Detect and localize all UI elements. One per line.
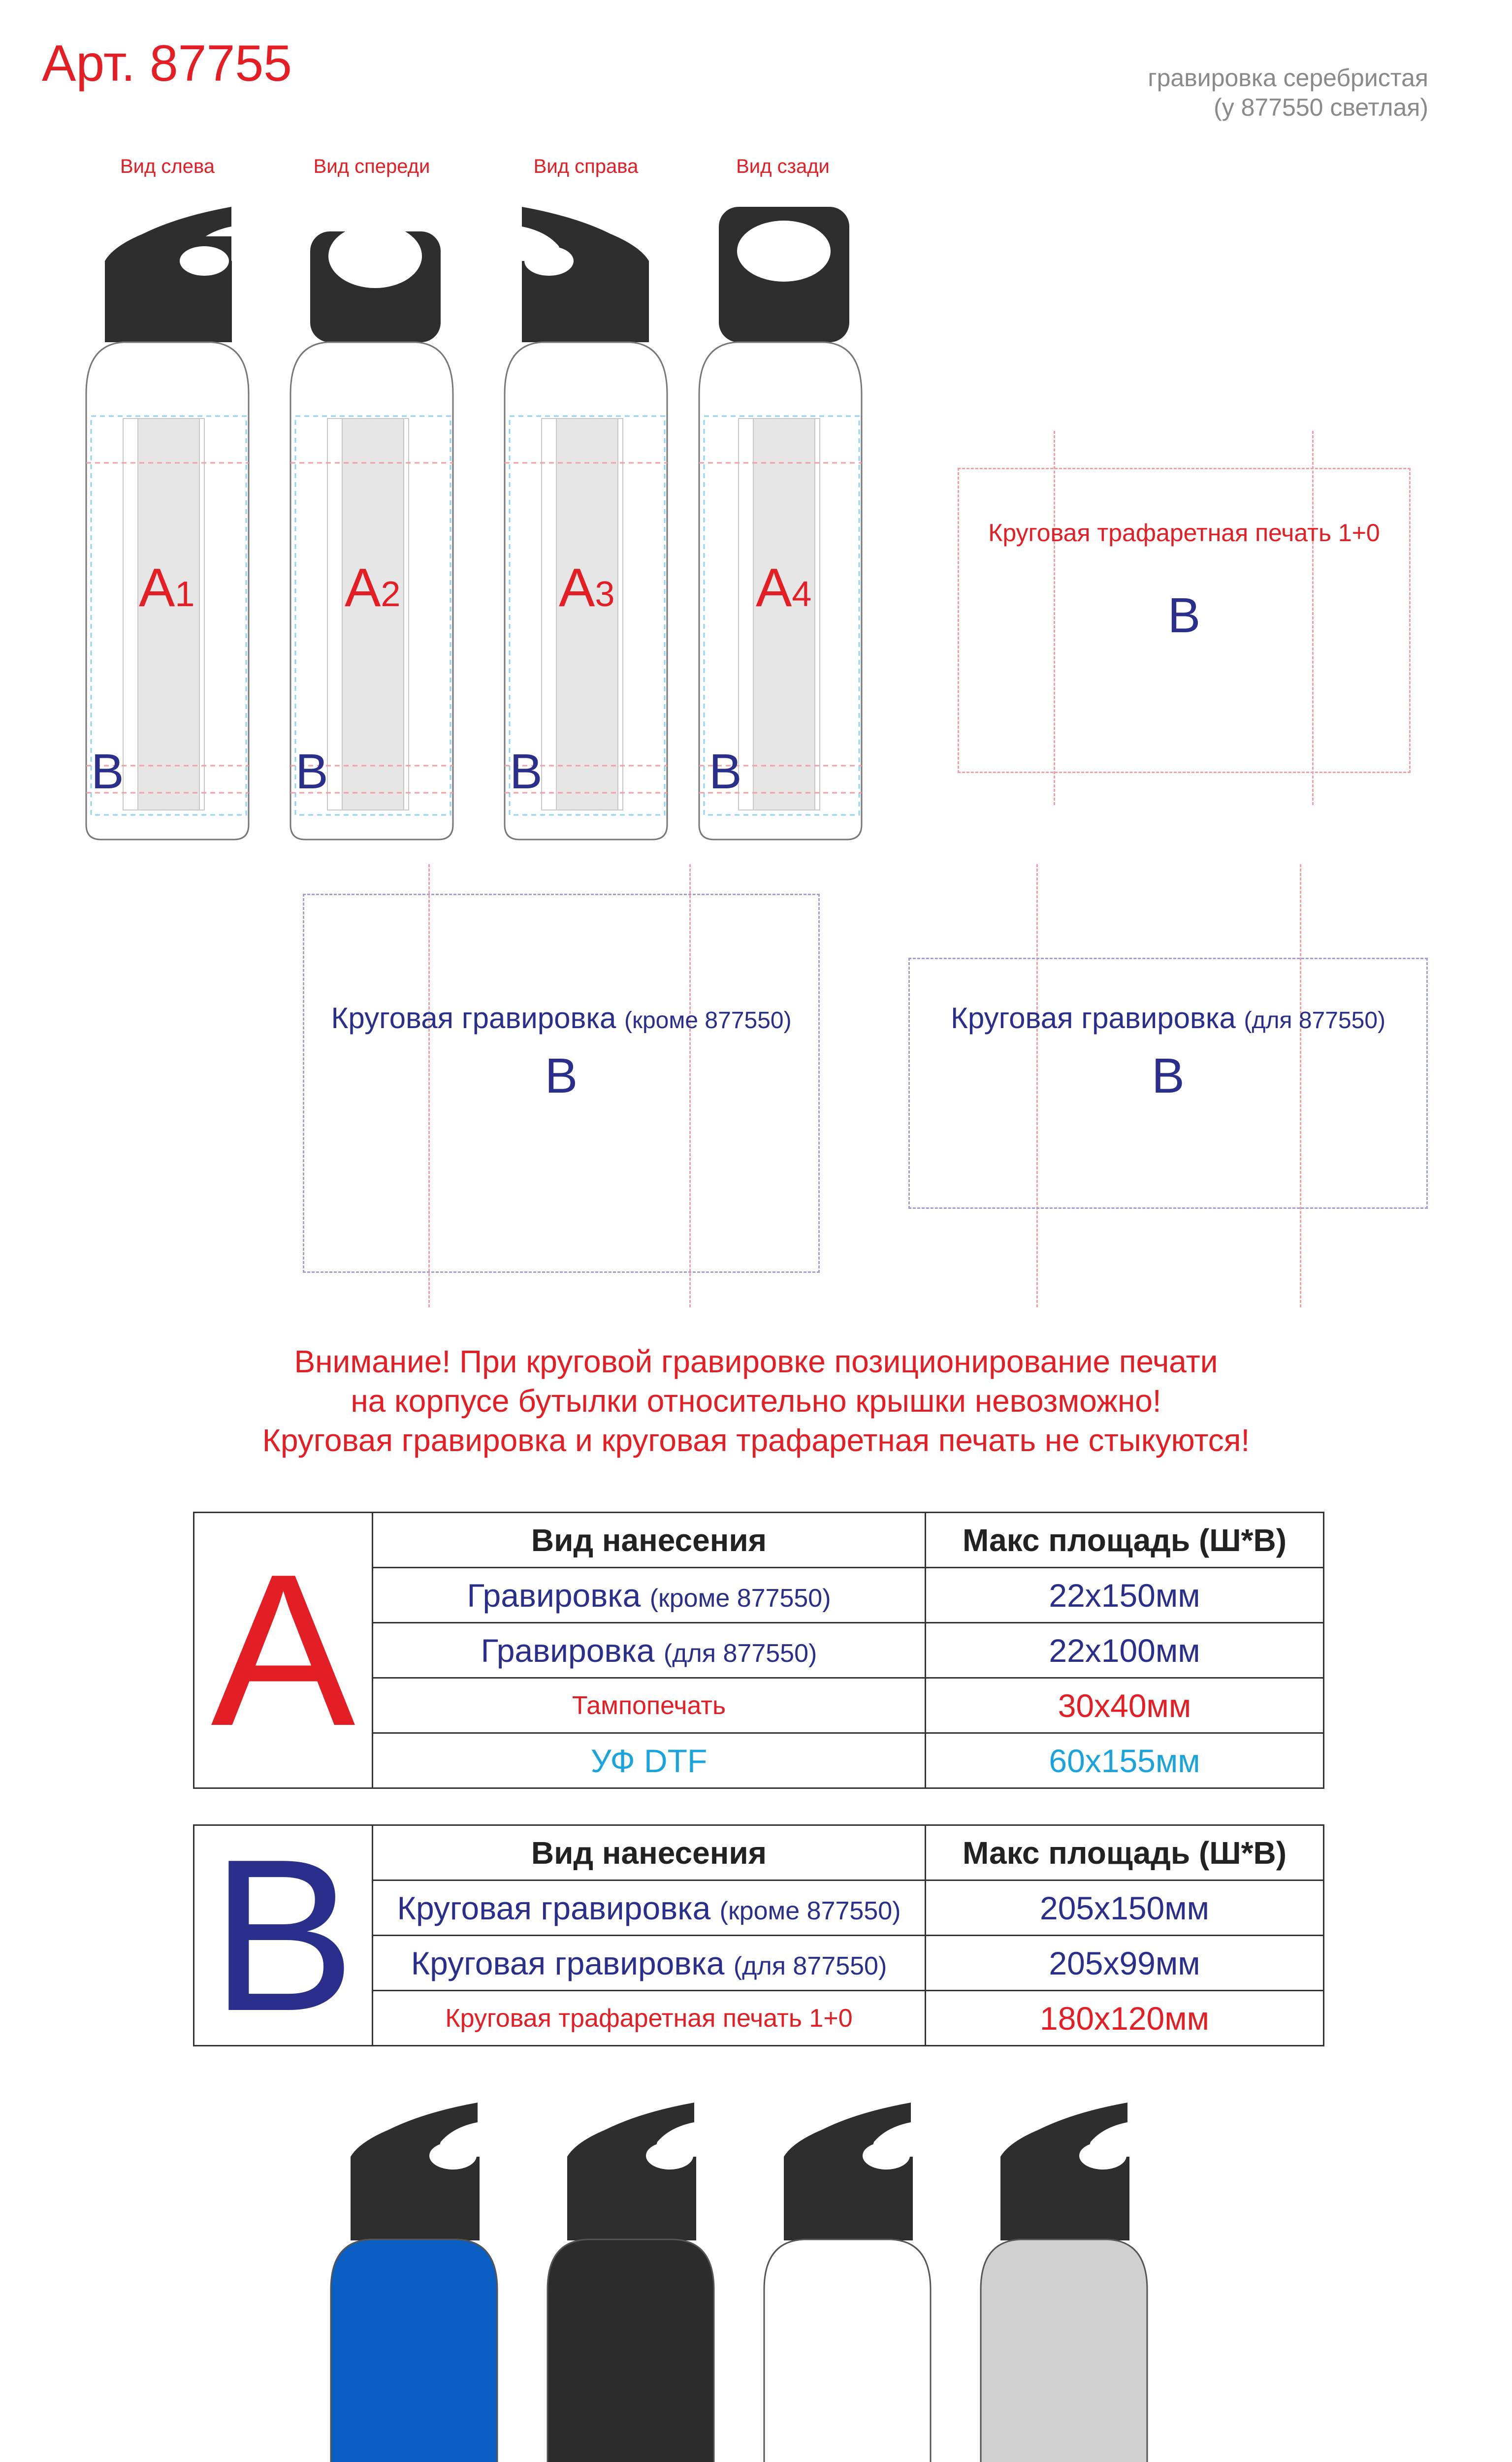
table-a-row4-size: 60х155мм <box>926 1733 1324 1788</box>
engraving-zone-except-b: B <box>545 1048 578 1103</box>
table-b-header-size: Макс площадь (Ш*В) <box>926 1825 1324 1880</box>
table-a-header-size: Макс площадь (Ш*В) <box>926 1513 1324 1568</box>
zone-a4-label: A4 <box>756 557 812 618</box>
table-b-letter: B <box>211 1814 355 2056</box>
engraving-zone-except <box>303 894 820 1273</box>
zone-b-label-right: B <box>510 744 543 799</box>
engraving-zone-for-label: Круговая гравировка (для 877550) <box>950 1002 1386 1035</box>
zone-a2-label: A2 <box>345 557 401 618</box>
table-a-letter: A <box>211 1529 355 1771</box>
table-b <box>193 1814 1324 2056</box>
bottle-black <box>547 2103 714 2462</box>
zone-b-label-back: B <box>709 744 742 799</box>
table-a-row3-method: Тампопечать <box>373 1678 926 1733</box>
zone-b-label-left: B <box>91 744 124 799</box>
view-front-label: Вид спереди <box>313 156 430 177</box>
screen-print-zone-b: B <box>1167 588 1201 643</box>
warning-line3: Круговая гравировка и круговая трафаретная печать не стыкуются! <box>262 1423 1250 1458</box>
table-b-row1-size: 205х150мм <box>926 1880 1324 1936</box>
screen-print-zone <box>958 468 1411 773</box>
table-a-row2-method: Гравировка (для 877550) <box>373 1623 926 1678</box>
table-b-row2-size: 205х99мм <box>926 1936 1324 1991</box>
view-back-label: Вид сзади <box>736 156 830 177</box>
engraving-zone-for-b: B <box>1152 1048 1185 1103</box>
table-a <box>193 1512 1324 1789</box>
table-b-row3-size: 180х120мм <box>926 1991 1324 2046</box>
zone-a3-label: A3 <box>559 557 615 618</box>
bottle-blue <box>331 2103 497 2462</box>
engraving-zone-for <box>908 958 1428 1209</box>
table-b-row2-method: Круговая гравировка (для 877550) <box>373 1936 926 1991</box>
table-a-letter-cell <box>194 1513 373 1788</box>
article-title: Арт. 87755 <box>42 35 292 92</box>
table-a-header-method: Вид нанесения <box>373 1513 926 1568</box>
table-a-row1-method: Гравировка (кроме 877550) <box>373 1568 926 1623</box>
table-b-letter-cell <box>194 1814 373 2056</box>
table-a-row1-size: 22х150мм <box>926 1568 1324 1623</box>
table-b-header-method: Вид нанесения <box>373 1825 926 1880</box>
view-right-label: Вид справа <box>533 156 639 177</box>
table-a-row3-size: 30х40мм <box>926 1678 1324 1733</box>
view-left-label: Вид слева <box>120 156 215 177</box>
table-b-row1-method: Круговая гравировка (кроме 877550) <box>373 1880 926 1936</box>
warning-line1: Внимание! При круговой гравировке позиционирование печати <box>294 1344 1218 1379</box>
bottle-white <box>764 2103 931 2462</box>
warning-line2: на корпусе бутылки относительно крышки невозможно! <box>351 1383 1161 1419</box>
engraving-zone-except-label: Круговая гравировка (кроме 877550) <box>331 1002 792 1035</box>
engraving-note-line2: (у 877550 светлая) <box>1214 94 1428 121</box>
screen-print-zone-label: Круговая трафаретная печать 1+0 <box>988 519 1380 547</box>
warning-text <box>0 1342 1512 1460</box>
bottle-color-variants <box>0 2083 1512 2462</box>
table-a-row2-size: 22х100мм <box>926 1623 1324 1678</box>
table-b-row3-method: Круговая трафаретная печать 1+0 <box>373 1991 926 2046</box>
bottle-gray <box>981 2103 1147 2462</box>
engraving-note-line1: гравировка серебристая <box>1148 64 1428 92</box>
zone-a1-label: A1 <box>139 557 195 618</box>
zone-b-label-front: B <box>295 744 328 799</box>
table-a-row4-method: УФ DTF <box>373 1733 926 1788</box>
